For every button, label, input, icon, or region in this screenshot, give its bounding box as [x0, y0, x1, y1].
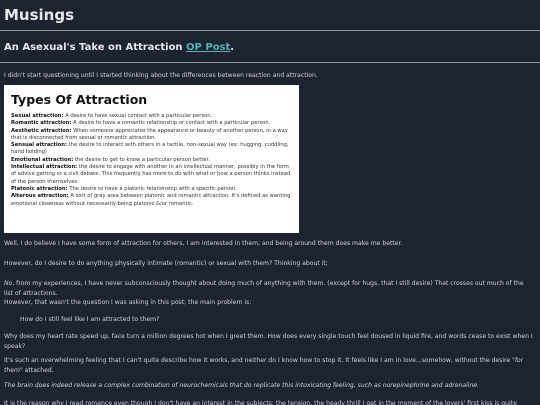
paragraph-7: It is the reason why I read romance even though I don't have an interest in the subjects: the tension, the heady thrill I get in the moment of the lovers' first kiss is quite — [4, 400, 517, 405]
paragraph-2: However, do I desire to do anything physically intimate (romantic) or sexual with them? Thinking about it; — [4, 260, 328, 267]
post-title — [4, 42, 234, 53]
paragraph-6: The brain does indeed release a complex combination of neurochemicals that do replicate this intoxicating feeling, such as norepinephrine and adrenaline. — [4, 382, 479, 389]
title-divider — [0, 62, 540, 63]
paragraph-3-no: No — [4, 280, 13, 287]
intro-paragraph: I didn't start questioning until I started thinking about the differences between reaction and attraction. — [4, 72, 318, 79]
op-post-link[interactable]: OP Post — [186, 42, 231, 53]
attraction-item: Romantic attraction: A desire to have a romantic relationship or contact with a particular person. — [11, 120, 271, 127]
attraction-list — [11, 113, 293, 208]
post-title-period: . — [230, 42, 235, 53]
paragraph-3-question: However, that wasn't the question I was asking in this post; the main problem is: — [4, 299, 252, 306]
attraction-item: Sensual attraction: the desire to interact with others in a tactile, non-sexual way (ex: hugging, cuddling, hand holding) — [11, 142, 289, 156]
attraction-item: Aesthetic attraction: When someone appreciates the appearance or beauty of another person, in a way that is disconnected from sexual or romantic attraction. — [11, 127, 288, 141]
attraction-item: Alterous attraction: A sort of gray area between platonic and romantic attraction. It's defined as wanting emotional closeness without necessarily being platonic &/or romantic. — [11, 193, 291, 207]
paragraph-1: Well, I do believe I have some form of attraction for others, I am interested in them, and being around them does make me better. — [4, 240, 403, 247]
image-title: Types Of Attraction — [11, 92, 148, 107]
attraction-item: Sexual attraction: A desire to have sexual contact with a particular person. — [11, 113, 213, 119]
header-divider — [0, 30, 540, 31]
attraction-item: Platonic attraction: The desire to have a platonic relationship with a specific person. — [11, 185, 237, 192]
types-of-attraction-image — [4, 85, 299, 233]
paragraph-5: It's such an overwhelming feeling that I can't quite describe how it works, and neither do I know how to stop it. It feels like I am in love...somehow, without the desire "for them" attached. — [4, 357, 524, 374]
paragraph-3: No, from my experiences, I have never subconsciously thought about doing much of anything with them. (except for hugs, that I still desire) That crosses out much of the list of attractions. However, that wasn't the question I was asking in this post; the main problem is: — [4, 280, 524, 306]
for-them-emphasis: for them — [4, 357, 524, 374]
post-title-text: An Asexual's Take on Attraction — [4, 42, 187, 53]
site-title[interactable]: Musings — [4, 6, 75, 24]
question-quote: How do I still feel like I am attracted to them? — [20, 316, 160, 323]
attraction-item: Emotional attraction: the desire to get to know a particular person better. — [11, 156, 210, 163]
attraction-item: Intellectual attraction: the desire to engage with another in an intellectual manner, possibly in the form of advice getting or a civil debate. This frequently has more to do with what or how a person thinks instead of the person themselves. — [11, 164, 291, 185]
paragraph-4: Why does my heart rate speed up, face turn a million degrees hot when I greet them. How does every single touch feel doused in liquid fire, and words cease to exist when I speak? — [4, 333, 533, 350]
